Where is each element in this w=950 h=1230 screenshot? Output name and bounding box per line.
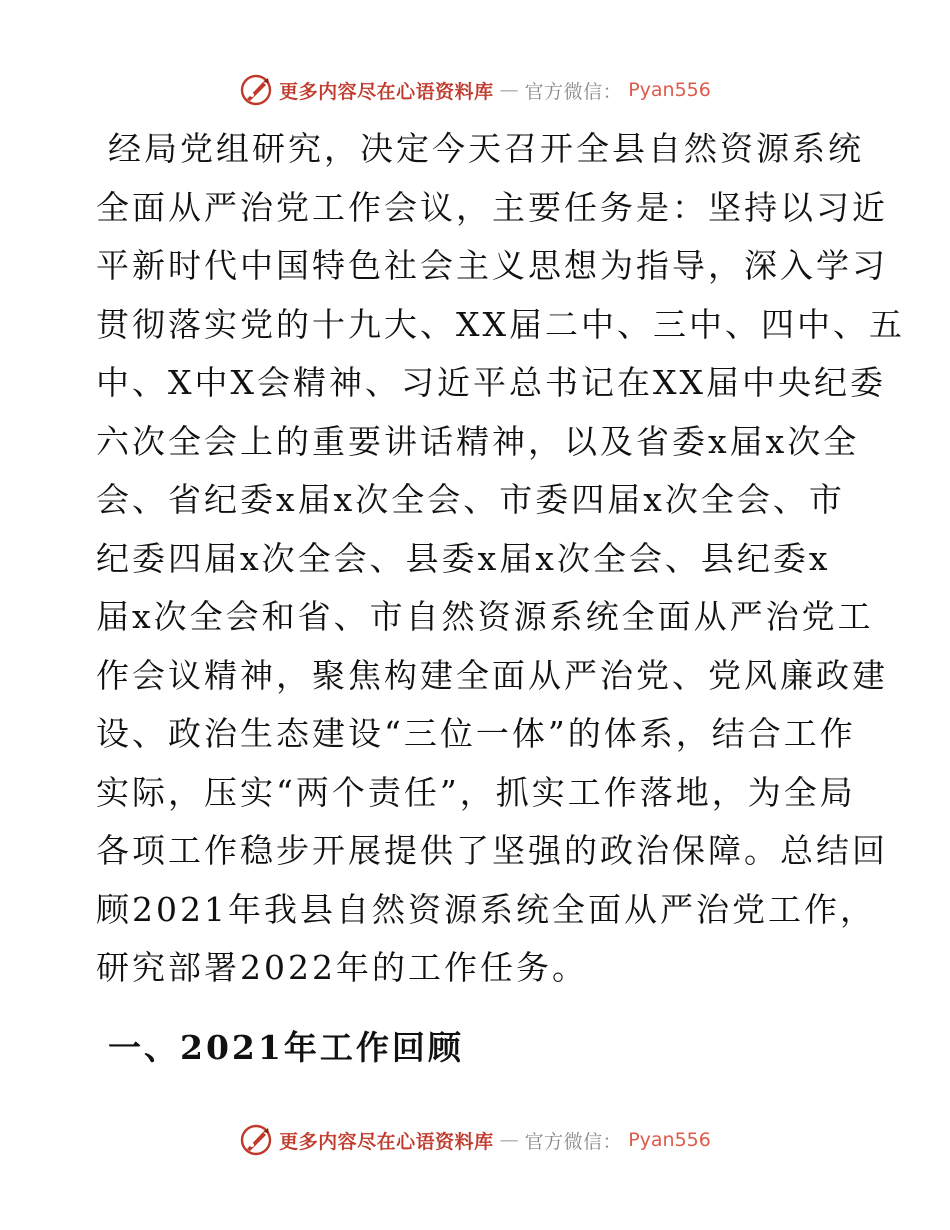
body-paragraph (96, 120, 905, 998)
text-line: 经局党组研究，决定今天召开全县自然资源系统 (108, 129, 864, 168)
watermark-contact-id: Pyan556 (628, 1129, 711, 1151)
section-heading: 一、2021年工作回顾 (108, 1027, 464, 1067)
watermark-brand-text: 更多内容尽在心语资料库 (279, 80, 494, 103)
text-line: 各项工作稳步开展提供了坚强的政治保障。总结回 (96, 831, 888, 870)
text-line: 会、省纪委x届x次全会、市委四届x次全会、市 (96, 480, 845, 519)
text-line: 六次全会上的重要讲话精神，以及省委x届x次全 (96, 421, 860, 461)
watermark-contact-label: 官方微信： (524, 1130, 623, 1153)
text-line: 设、政治生态建设“三位一体”的体系，结合工作 (96, 714, 856, 753)
quill-pen-logo-icon (239, 73, 273, 107)
quill-pen-logo-icon (239, 1123, 273, 1157)
document-body (96, 120, 905, 1078)
text-line: 顾2021年我县自然资源系统全面从严治党工作， (96, 889, 876, 929)
text-line: 贯彻落实党的十九大、XX届二中、三中、四中、五 (96, 304, 905, 344)
text-line: 届x次全会和省、市自然资源系统全面从严治党工 (96, 597, 874, 636)
watermark-separator: — (499, 79, 519, 101)
text-line: 平新时代中国特色社会主义思想为指导，深入学习 (96, 246, 888, 285)
header-watermark (0, 72, 950, 108)
watermark-contact-id: Pyan556 (628, 79, 711, 101)
text-line: 实际，压实“两个责任”，抓实工作落地，为全局 (96, 772, 856, 812)
text-line: 作会议精神，聚焦构建全面从严治党、党风廉政建 (96, 655, 888, 695)
footer-watermark (0, 1122, 950, 1158)
watermark-contact-label: 官方微信： (524, 80, 623, 103)
text-line: 研究部署2022年的工作任务。 (96, 948, 588, 987)
watermark-brand-text: 更多内容尽在心语资料库 (279, 1130, 494, 1153)
watermark-separator: — (499, 1129, 519, 1151)
text-line: 全面从严治党工作会议，主要任务是：坚持以习近 (96, 187, 888, 227)
text-line: 中、X中X会精神、习近平总书记在XX届中央纪委 (96, 363, 886, 402)
text-line: 纪委四届x次全会、县委x届x次全会、县纪委x (96, 538, 831, 578)
